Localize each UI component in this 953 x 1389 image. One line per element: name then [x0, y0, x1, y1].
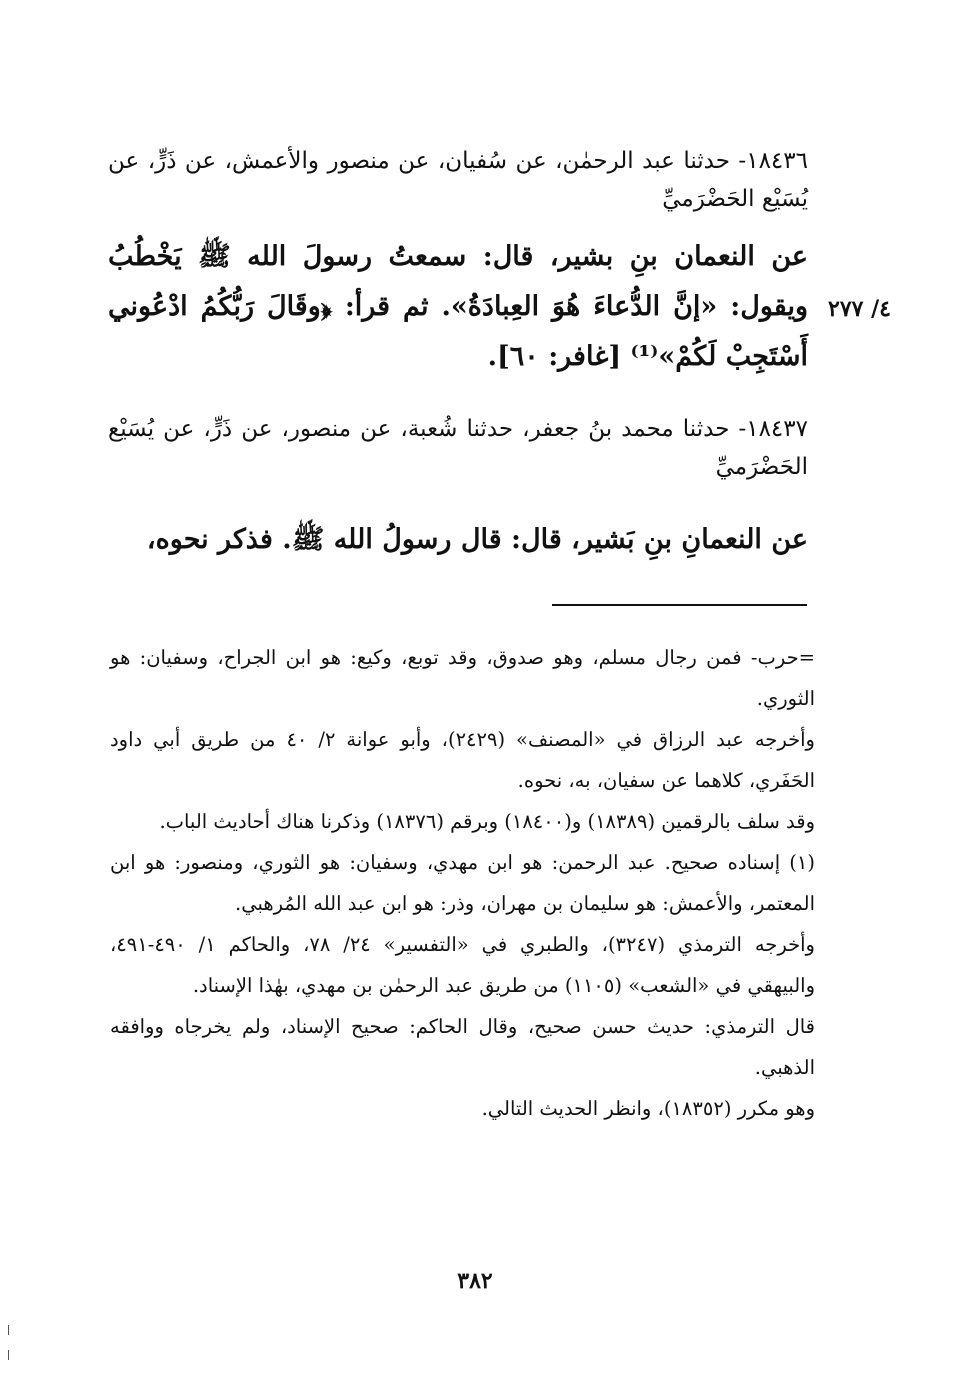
footnotes-section: [110, 637, 815, 1129]
scan-edge-mark: [8, 1325, 9, 1335]
footnote-separator-line: [552, 604, 807, 606]
hadith-18437-isnad: ١٨٤٣٧- حدثنا محمد بنُ جعفر، حدثنا شُعبة، عن منصور، عن ذَرٍّ، عن يُسَيْع الحَضْرَميِّ: [108, 416, 808, 480]
footnote-1: (١) إسناده صحيح. عبد الرحمن: هو ابن مهدي، وسفيان: هو الثوري، ومنصور: هو ابن المعتمر، والأعمش: هو سليمان بن مهران، وذر: هو ابن عبد الله المُرهبي.: [110, 851, 815, 915]
hadith-18436-isnad: ١٨٤٣٦- حدثنا عبد الرحمٰن، عن سُفيان، عن منصور والأعمش، عن ذَرٍّ، عن يُسَيْع الحَضْرَميِّ: [108, 148, 808, 212]
footnote-paragraph: قال الترمذي: حديث حسن صحيح، وقال الحاكم: صحيح الإسناد، ولم يخرجاه ووافقه الذهبي.: [110, 1015, 815, 1079]
footnote-paragraph: وأخرجه الترمذي (٣٢٤٧)، والطبري في «التفسير» ٢٤/ ٧٨، والحاكم ١/ ٤٩٠-٤٩١، والبيهقي في «الشعب» (١١٠٥) من طريق عبد الرحمٰن بن مهدي، بهٰذا الإسناد.: [110, 933, 815, 997]
hadith-18436-matn: عن النعمان بنِ بشير، قال: سمعتُ رسولَ الله ﷺ يَخْطُبُ ويقول: «إنَّ الدُّعاءَ هُوَ العِبادَةُ». ثم قرأ: ﴿وقَالَ رَبُّكُمُ ادْعُوني أَسْتَجِبْ لَكُمْ»⁽¹⁾ [غافر: ٦٠].: [108, 241, 808, 372]
margin-volume-page-reference: ٤/ ٢٧٧: [828, 296, 891, 322]
footnote-continuation: =حرب- فمن رجال مسلم، وهو صدوق، وقد توبع، وكيع: هو ابن الجراح، وسفيان: هو الثوري.: [110, 646, 815, 710]
footnote-paragraph: وأخرجه عبد الرزاق في «المصنف» (٢٤٢٩)، وأبو عوانة ٢/ ٤٠ من طريق أبي داود الحَفَري، كلاهما عن سفيان، به، نحوه.: [110, 728, 815, 792]
page-number: ٣٨٢: [457, 1268, 493, 1294]
footnote-paragraph: وهو مكرر (١٨٣٥٢)، وانظر الحديث التالي.: [481, 1097, 815, 1120]
hadith-18437-matn: عن النعمانِ بنِ بَشير، قال: قال رسولُ الله ﷺ. فذكر نحوه،: [146, 524, 808, 555]
footnote-paragraph: وقد سلف بالرقمين (١٨٣٨٩) و(١٨٤٠٠) وبرقم (١٨٣٧٦) وذكرنا هناك أحاديث الباب.: [159, 810, 815, 833]
scan-edge-mark: [8, 1350, 9, 1360]
